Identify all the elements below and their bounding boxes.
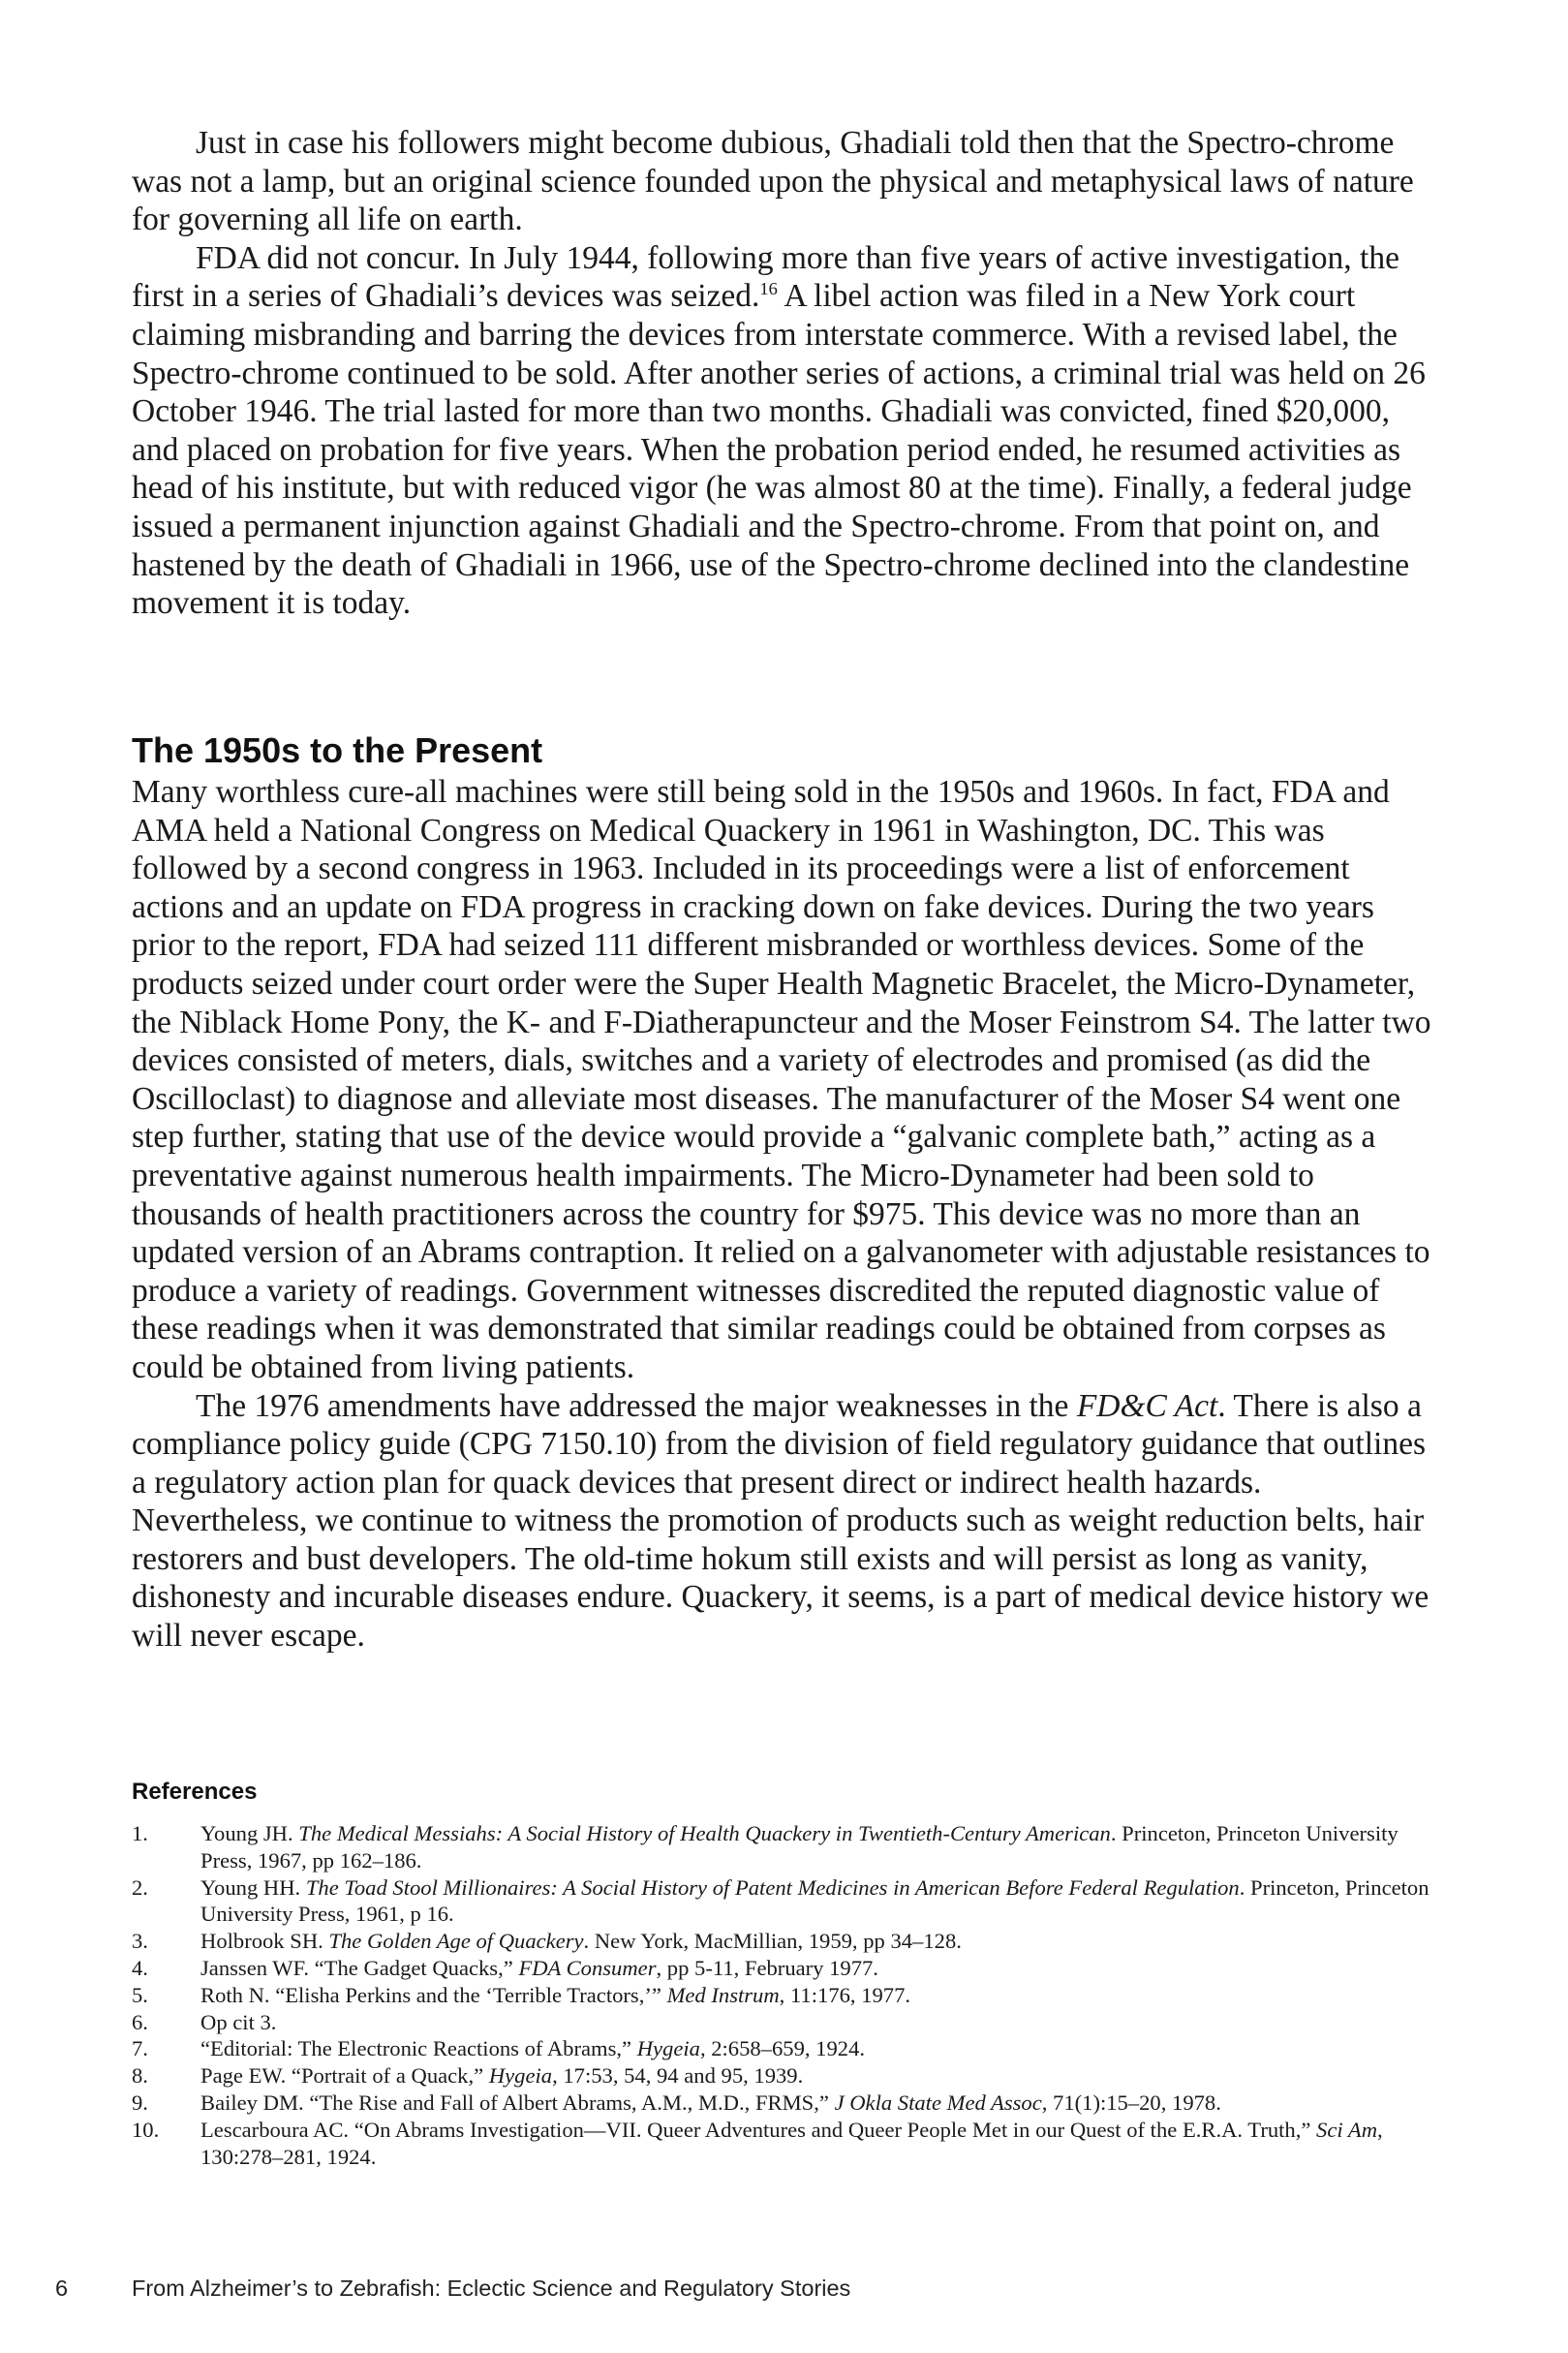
reference-source-title: Hygeia [636,2036,700,2061]
paragraph [132,239,1435,623]
references-list [132,1820,1449,2170]
reference-number: 8. [132,2063,148,2089]
paragraph [132,1387,1435,1656]
reference-number: 10. [132,2117,160,2142]
reference-item [132,2009,1449,2036]
paragraph-text: FDA did not concur. In July 1944, following more than five years of active investigation, the first in a series of Ghadiali’s devices was seized. [132,239,1399,315]
section-heading: The 1950s to the Present [132,730,543,770]
reference-text: Bailey DM. “The Rise and Fall of Albert Abrams, A.M., M.D., FRMS,” [200,2090,835,2115]
reference-number: 4. [132,1955,148,1980]
page-number: 6 [55,2276,69,2301]
reference-number: 5. [132,1982,148,2007]
reference-source-title: FDA Consumer [518,1955,657,1980]
reference-item [132,2035,1449,2062]
reference-source-title: Sci Am [1316,2117,1378,2142]
reference-text: “Editorial: The Electronic Reactions of Abrams,” [200,2036,637,2061]
reference-text: . Princeton, Princeton University Press, 1961, p 16. [200,1874,1430,1927]
reference-item [132,2090,1449,2117]
reference-source-title: Med Instrum [666,1982,780,2007]
paragraph-text: A libel action was filed in a New York court claiming misbranding and barring the devices from interstate commerce. With a revised label, the Spectro-chrome continued to be sold. After another series of actions, a criminal trial was held on 26 October 1946. The trial lasted for more than two months. Ghadiali was convicted, fined $20,000, and placed on probation for five years. When the probation period ended, he resumed activities as head of his institute, but with reduced vigor (he was almost 80 at the time). Finally, a federal judge issued a permanent injunction against Ghadiali and the Spectro-chrome. From that point on, and hastened by the death of Ghadiali in 1966, use of the Spectro-chrome declined into the clandestine movement it is today. [132,278,1426,622]
footer-title: From Alzheimer’s to Zebrafish: Eclectic Science and Regulatory Stories [132,2276,851,2301]
reference-item [132,2117,1449,2171]
paragraph-text: The 1976 amendments have addressed the major weaknesses in the [196,1387,1077,1424]
reference-number: 1. [132,1821,148,1845]
reference-text: Op cit 3. [200,2009,277,2034]
reference-item [132,1928,1449,1955]
reference-source-title: J Okla State Med Assoc [834,2090,1042,2115]
paragraph: Just in case his followers might become dubious, Ghadiali told then that the Spectro-chrome was not a lamp, but an original science founded upon the physical and metaphysical laws of nature for governing all life on earth. [132,125,1414,238]
footnote-marker: 16 [759,279,778,299]
italic-title: FD&C Act [1076,1387,1218,1424]
reference-text: , 2:658–659, 1924. [699,2036,866,2061]
reference-text: Young HH. [200,1874,306,1900]
reference-number: 7. [132,2036,148,2061]
reference-item [132,1820,1449,1874]
references-heading: References [132,1779,258,1805]
reference-source-title: The Toad Stool Millionaires: A Social History of Patent Medicines in American Before Federal Regulation [305,1874,1240,1900]
reference-source-title: The Golden Age of Quackery [328,1929,584,1954]
section-spectro-chrome [132,124,1435,623]
reference-text: Janssen WF. “The Gadget Quacks,” [200,1955,519,1980]
reference-text: , 130:278–281, 1924. [200,2117,1383,2169]
reference-text: Roth N. “Elisha Perkins and the ‘Terrible Tractors,’” [200,1982,667,2007]
paragraph: Many worthless cure-all machines were still being sold in the 1950s and 1960s. In fact, FDA and AMA held a National Congress on Medical Quackery in 1961 in Washington, DC. This was followed by a second congress in 1963. Included in its proceedings were a list of enforcement actions and an update on FDA progress in cracking down on fake devices. During the two years prior to the report, FDA had seized 111 different misbranded or worthless devices. Some of the products seized under court order were the Super Health Magnetic Bracelet, the Micro-Dynameter, the Niblack Home Pony, the K- and F-Diatherapuncteur and the Moser Feinstrom S4. The latter two devices consisted of meters, dials, switches and a variety of electrodes and promised (as did the Oscilloclast) to diagnose and alleviate most diseases. The manufacturer of the Moser S4 went one step further, stating that use of the device would provide a “galvanic complete bath,” acting as a preventative against numerous health impairments. The Micro-Dynameter had been sold to thousands of health practitioners across the country for $975. This device was no more than an updated version of an Abrams contraption. It relied on a galvanometer with adjustable resistances to produce a variety of readings. Government witnesses discredited the reputed diagnostic value of these readings when it was demonstrated that similar readings could be obtained from corpses as could be obtained from living patients. [132,774,1431,1385]
reference-number: 9. [132,2090,148,2115]
reference-text: . Princeton, Princeton University Press, 1967, pp 162–186. [200,1821,1399,1873]
reference-text: , 11:176, 1977. [779,1982,911,2007]
reference-text: . New York, MacMillian, 1959, pp 34–128. [583,1929,962,1954]
reference-text: Holbrook SH. [200,1929,329,1954]
reference-source-title: Hygeia [488,2063,553,2089]
reference-text: Young JH. [200,1821,299,1845]
reference-item [132,1955,1449,1982]
paragraph-text: . There is also a compliance policy guide (CPG 7150.10) from the division of field regulatory guidance that outlines a regulatory action plan for quack devices that present direct or indirect health hazards. Nevertheless, we continue to witness the promotion of products such as weight reduction belts, hair restorers and bust developers. The old-time hokum still exists and will persist as long as vanity, dishonesty and incurable diseases endure. Quackery, it seems, is a part of medical device history we will never escape. [132,1387,1430,1655]
reference-text: , 71(1):15–20, 1978. [1041,2090,1221,2115]
reference-number: 3. [132,1929,148,1954]
reference-source-title: The Medical Messiahs: A Social History of Health Quackery in Twentieth-Century American [298,1821,1111,1845]
reference-text: Page EW. “Portrait of a Quack,” [200,2063,489,2089]
reference-item [132,1982,1449,2009]
reference-number: 2. [132,1874,148,1900]
reference-text: Lescarboura AC. “On Abrams Investigation—VII. Queer Adventures and Queer People Met in our Quest of the E.R.A. Truth,” [200,2117,1317,2142]
reference-text: , pp 5-11, February 1977. [656,1955,878,1980]
reference-item [132,1874,1449,1929]
section-1950s-present [132,773,1435,1656]
reference-text: , 17:53, 54, 94 and 95, 1939. [552,2063,804,2089]
reference-item [132,2062,1449,2090]
reference-number: 6. [132,2009,148,2034]
